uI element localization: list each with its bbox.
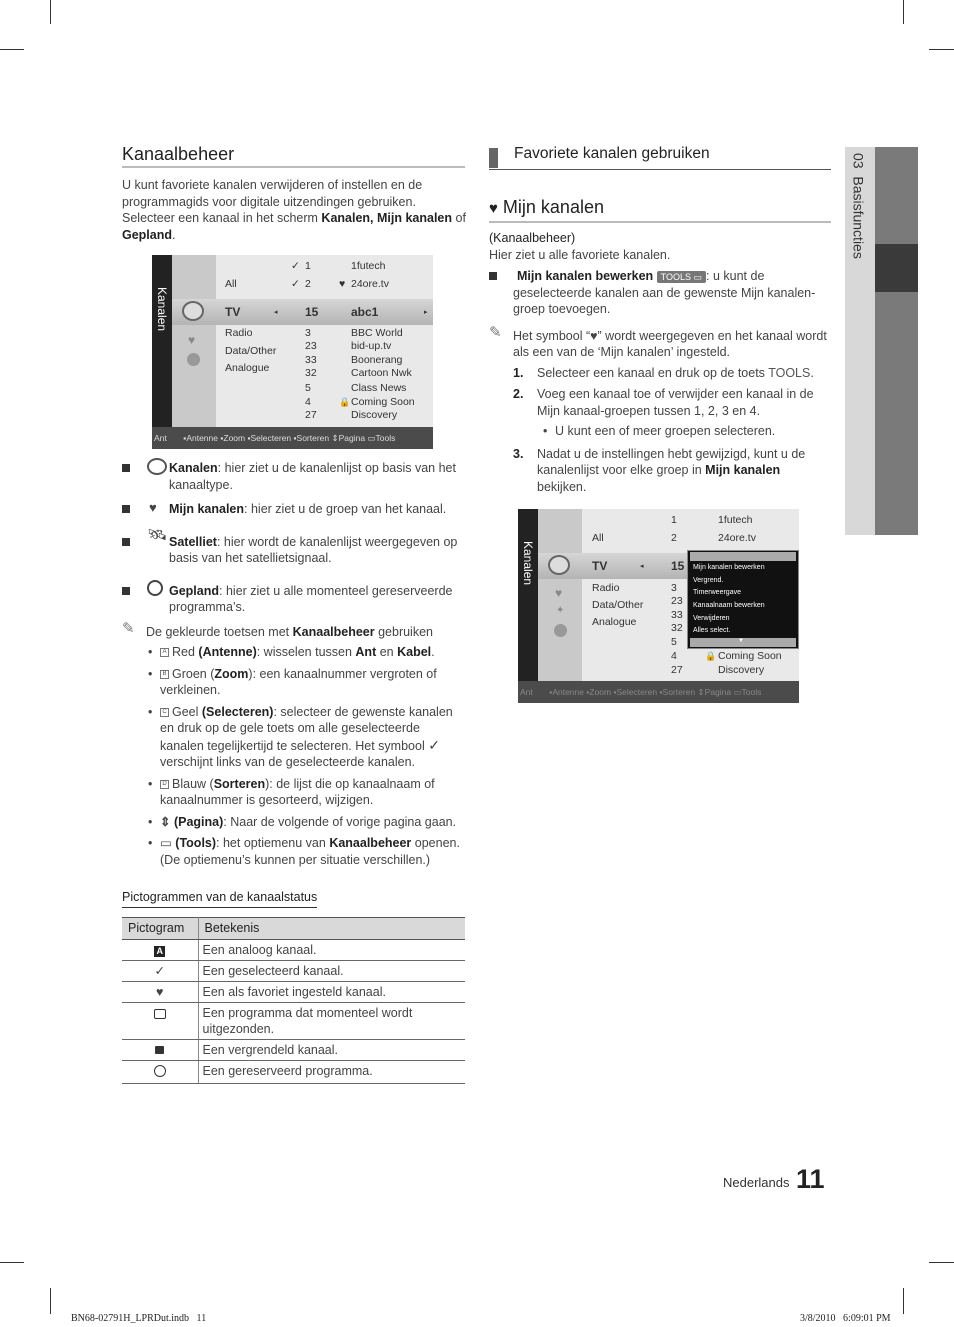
- tv-footer-key-c: ▪: [613, 687, 617, 697]
- page-number: [796, 1163, 825, 1195]
- tv-footer-item: Selecteren: [250, 433, 292, 443]
- list-item-page: [146, 814, 467, 831]
- blue-key-icon: D: [160, 780, 169, 789]
- section-subtitle: Mijn kanalen: [502, 197, 604, 217]
- intro-bold: Kanalen, Mijn kanalen: [321, 211, 453, 225]
- popup-top-bar: [690, 552, 796, 561]
- table-cell: Een analoog kanaal.: [198, 939, 465, 960]
- tv-category: Radio: [225, 327, 253, 339]
- tv-num: 3: [305, 327, 311, 339]
- tools-badge: TOOLS ▭: [657, 271, 706, 283]
- page-updown-icon: ⇕: [160, 814, 171, 829]
- table-cell: Een programma dat momenteel wordt uitgezonden.: [198, 1002, 465, 1039]
- tv-footer-bar: [152, 427, 433, 449]
- tv-category: Data/Other: [592, 599, 644, 611]
- tv-num: 5: [305, 382, 311, 394]
- clock-icon: [554, 624, 567, 637]
- step-bold: Mijn kanalen: [705, 463, 781, 477]
- popup-menu-item[interactable]: Timerweergave: [693, 589, 741, 596]
- lock-icon: 🔒: [705, 651, 717, 661]
- crop-mark: [0, 1262, 24, 1263]
- step-end: bekijken.: [537, 479, 587, 494]
- note-text: Het symbool “♥” wordt weergegeven en het kanaal wordt als een van de ‘Mijn kanalen’ ingesteld.: [513, 328, 827, 359]
- heart-icon: ♥: [339, 278, 346, 290]
- table-title: [122, 889, 317, 908]
- popup-menu-item[interactable]: Mijn kanalen bewerken: [693, 564, 765, 571]
- bullet: [489, 272, 497, 280]
- heart-icon: ♥: [555, 586, 563, 600]
- tv-arrow-left: ◂: [640, 563, 644, 570]
- chapter-number: 03: [850, 153, 867, 169]
- item-bold: (Pagina): [173, 814, 224, 829]
- tv-footer-item: Sorteren: [296, 433, 330, 443]
- status-icon-table: [122, 917, 465, 1084]
- step-text: Voeg een kanaal toe of verwijder een kanaal in de Mijn kanaal-groepen tussen 1, 2, 3 en 4.: [537, 387, 814, 418]
- step-number: 1.: [513, 365, 524, 380]
- right-content: [489, 230, 829, 501]
- tv-channel-name: bid-up.tv: [351, 340, 392, 352]
- heart-icon: ♥: [489, 200, 498, 217]
- item-bold: (Selecteren): [201, 704, 274, 719]
- table-header-cell: Betekenis: [198, 918, 465, 940]
- tv-channel-name: 24ore.tv: [351, 278, 389, 290]
- tv-channel-name-selected: abc1: [351, 305, 379, 319]
- item-text: : hier ziet u de groep van het kanaal.: [244, 502, 447, 516]
- tv-channel-name: 1futech: [718, 514, 753, 526]
- step-3: [489, 446, 829, 496]
- tv-num-selected: 15: [305, 305, 319, 319]
- lock-icon: 🔒: [339, 397, 351, 407]
- item-bold: Gepland: [169, 583, 220, 598]
- pencil-note-icon: ✎: [122, 619, 135, 637]
- footer-language: [723, 1175, 790, 1192]
- item-text: : hier ziet u alle momenteel gereserveerde programma’s.: [169, 583, 453, 614]
- tv-num: 4: [305, 396, 311, 408]
- item-text: : selecteer de gewenste kanalen en druk op de gele toets om alle geselecteerde kanalen tegelijkertijd te selecteren. Het symbool: [160, 704, 453, 753]
- tv-channel-name: Class News: [351, 382, 407, 394]
- table-header-cell: Pictogram: [122, 918, 198, 940]
- table-title-text: Pictogrammen van de kanaalstatus: [122, 890, 318, 904]
- popup-menu-item[interactable]: Alles select.: [693, 627, 731, 634]
- tv-category: Analogue: [225, 362, 270, 374]
- item-text: en: [376, 645, 398, 659]
- item-text: Blauw (: [172, 776, 214, 791]
- table-cell: Een gereserveerd programma.: [198, 1060, 465, 1083]
- intro-text: Hier ziet u alle favoriete kanalen.: [489, 247, 671, 262]
- table-row: [122, 939, 465, 960]
- list-item: [489, 268, 829, 318]
- list-item-yellow: [146, 704, 467, 771]
- yellow-key-icon: C: [160, 708, 169, 717]
- section-title-kanaalbeheer: [122, 146, 465, 168]
- tv-footer-item: Sorteren: [662, 687, 696, 697]
- step-body: [513, 365, 829, 382]
- note-text: gebruiken: [374, 624, 433, 639]
- page-number-text: 11: [796, 1164, 825, 1194]
- tv-category: Data/Other: [225, 345, 277, 357]
- step-text: Selecteer een kanaal en druk op de toets: [537, 365, 769, 380]
- tools-popup-menu[interactable]: [687, 550, 799, 649]
- print-file-text: BN68-02791H_LPRDut.indb 11: [71, 1312, 207, 1324]
- step-2-bullet: [541, 423, 829, 440]
- chapter-tab: [845, 147, 918, 535]
- item-bold: Kanaalbeheer: [329, 836, 412, 850]
- tv-channel-name: Coming Soon: [351, 396, 415, 408]
- crop-mark: [929, 1262, 954, 1263]
- item-text: ): de lijst die op kanaalnaam of kanaalnummer is gesorteerd, wijzigen.: [160, 776, 435, 807]
- satellite-icon: 🛰: [147, 526, 168, 544]
- item-text: Geel: [172, 704, 202, 719]
- tv-footer-item: Tools: [741, 687, 762, 697]
- tv-footer-item: Pagina: [338, 433, 366, 443]
- item-text: verschijnt links van de geselecteerde kanalen.: [160, 755, 416, 769]
- heart-icon: ♥: [188, 333, 196, 347]
- tv-footer-item: Pagina: [704, 687, 732, 697]
- tools-badge-text: TOOLS: [660, 272, 692, 282]
- tv-footer-tools-icon: ▭: [733, 687, 742, 697]
- red-key-icon: A: [160, 648, 169, 657]
- step-text: Nadat u de instellingen hebt gewijzigd, kunt u de kanalenlijst voor elke groep in: [537, 446, 806, 477]
- list-item-blue: [146, 776, 467, 809]
- table-cell: Een als favoriet ingesteld kanaal.: [198, 981, 465, 1002]
- tv-broadcast-icon: [122, 1002, 198, 1039]
- intro-mid: of: [452, 211, 466, 225]
- tv-channel-name: BBC World: [351, 327, 403, 339]
- step-number: 2.: [513, 387, 524, 401]
- popup-menu-item[interactable]: Vergrend.: [693, 577, 724, 584]
- table-row: [122, 1002, 465, 1039]
- tv-footer-key-b: ▪: [220, 433, 224, 443]
- item-text: : hier ziet u de kanalenlijst op basis van het kanaaltype.: [169, 461, 456, 492]
- clock-icon: [122, 1060, 198, 1083]
- tv-footer-tools-icon: ▭: [367, 433, 376, 443]
- footer-language-text: Nederlands: [723, 1175, 790, 1190]
- section-marker: [489, 148, 498, 168]
- check-icon: ✓: [291, 278, 300, 290]
- tv-screen-channels: [152, 255, 433, 449]
- item-bold: Ant: [355, 645, 377, 659]
- tv-num: 23: [305, 340, 317, 352]
- tv-category: Radio: [592, 582, 620, 594]
- bullet: [122, 464, 130, 472]
- tv-num: 33: [671, 609, 683, 621]
- heart-icon: ♥: [122, 981, 198, 1002]
- tv-footer-key-d: ▪: [293, 433, 297, 443]
- bullet: [122, 538, 130, 546]
- print-file-info: [66, 1294, 206, 1327]
- color-keys-list: [122, 644, 467, 868]
- table-cell: Een vergrendeld kanaal.: [198, 1039, 465, 1060]
- icon-description-list: [122, 460, 467, 873]
- tv-channel-name: Boonerang: [351, 354, 403, 366]
- table-row: [122, 960, 465, 981]
- tv-channel-name: Cartoon Nwk: [351, 367, 412, 379]
- tv-num: 33: [305, 354, 317, 366]
- print-date-text: 3/8/2010 6:09:01 PM: [800, 1312, 891, 1324]
- popup-menu-item[interactable]: Verwijderen: [693, 615, 730, 622]
- tv-num: 5: [671, 636, 677, 648]
- crop-mark: [50, 1288, 51, 1314]
- tv-side-bar: [152, 255, 172, 449]
- bullet: [122, 505, 130, 513]
- table-cell: Een geselecteerd kanaal.: [198, 960, 465, 981]
- tv-category: All: [225, 278, 237, 290]
- tv-footer-page-icon: ⇕: [697, 687, 705, 697]
- intro-text: U kunt favoriete kanalen verwijderen of instellen en de programmagids voor digitale uitzendingen gebruiken. Selecteer een kanaal in het scherm: [122, 178, 423, 225]
- print-date-info: [795, 1294, 891, 1327]
- chapter-tab-dark: [875, 147, 918, 535]
- satellite-icon: ✦: [556, 605, 565, 616]
- satellite-dish-icon: [182, 301, 204, 321]
- tv-footer-page-icon: ⇕: [331, 433, 339, 443]
- crop-mark: [903, 0, 904, 24]
- crop-mark: [903, 1288, 904, 1314]
- tv-channel-name: 24ore.tv: [718, 532, 756, 544]
- note-line: [122, 619, 467, 641]
- tv-arrow-right: ▸: [424, 309, 428, 316]
- chapter-tab-marker: [875, 244, 918, 292]
- tv-num: 4: [671, 650, 677, 662]
- green-key-icon: B: [160, 670, 169, 679]
- tv-highlight-row: [172, 299, 433, 325]
- step-1: [489, 365, 829, 382]
- step-2: [489, 386, 829, 419]
- tv-footer-key-d: ▪: [659, 687, 663, 697]
- item-text: Red: [172, 645, 199, 659]
- clock-icon: [147, 580, 163, 596]
- list-item: [122, 583, 467, 616]
- step-end: .: [810, 365, 814, 380]
- satellite-dish-icon: [548, 555, 570, 575]
- bullet-text: U kunt een of meer groepen selecteren.: [555, 424, 776, 438]
- check-icon: ✓: [122, 960, 198, 981]
- tv-num: 3: [671, 582, 677, 594]
- table-row: [122, 1060, 465, 1083]
- tv-footer-ant: Ant: [520, 687, 533, 697]
- check-icon: ✓: [428, 736, 440, 753]
- note-bold: Kanaalbeheer: [292, 624, 375, 639]
- crop-mark: [50, 0, 51, 24]
- note-text: De gekleurde toetsen met: [146, 624, 293, 639]
- item-text: .: [431, 645, 435, 659]
- tv-channel-name: Discovery: [351, 409, 398, 421]
- list-item: [122, 501, 467, 518]
- tv-footer-item: Antenne: [186, 433, 218, 443]
- step-number: 3.: [513, 446, 524, 461]
- lock-icon: [122, 1039, 198, 1060]
- tv-side-label: Kanalen: [155, 287, 169, 332]
- satellite-dish-icon: [147, 458, 167, 475]
- tv-footer-key-c: ▪: [247, 433, 251, 443]
- list-item-red: [146, 644, 467, 661]
- tv-footer-item: Zoom: [589, 687, 612, 697]
- tv-category: All: [592, 532, 604, 544]
- page-title: Kanaalbeheer: [122, 144, 235, 164]
- item-text: : u kunt de geselecteerde kanalen aan de gewenste Mijn kanalen-groep toevoegen.: [513, 269, 816, 316]
- section-banner: [489, 146, 831, 170]
- tv-channel-name: Coming Soon: [718, 650, 782, 662]
- item-text: : het optiemenu van: [216, 836, 330, 850]
- step-body: [513, 446, 829, 496]
- table-row: [122, 1039, 465, 1060]
- section-title: Favoriete kanalen gebruiken: [514, 145, 710, 162]
- popup-menu-item[interactable]: Kanaalnaam bewerken: [693, 602, 765, 609]
- list-item: [122, 526, 467, 567]
- tv-arrow-left: ◂: [274, 309, 278, 316]
- tv-category-selected: TV: [225, 305, 241, 319]
- clock-icon: [187, 353, 200, 366]
- tv-num: 1: [305, 260, 311, 272]
- item-bold: Kabel: [397, 645, 432, 659]
- item-text: : Naar de volgende of vorige pagina gaan.: [223, 814, 457, 829]
- item-bold: Sorteren: [213, 776, 266, 791]
- analog-icon: A: [122, 939, 198, 960]
- item-text: Groen (: [172, 666, 215, 681]
- sub-label: (Kanaalbeheer): [489, 231, 576, 245]
- intro-end: .: [172, 227, 176, 242]
- tv-num: 1: [671, 514, 677, 526]
- item-text: : wisselen tussen: [256, 645, 356, 659]
- tv-footer-item: Antenne: [552, 687, 584, 697]
- list-item: [122, 460, 467, 493]
- mijn-kanalen-header: [489, 199, 831, 223]
- heart-icon: ♥: [149, 500, 157, 515]
- chapter-label: Basisfuncties: [850, 176, 867, 259]
- tv-num: 32: [671, 622, 683, 634]
- tv-num: 27: [671, 664, 683, 676]
- table-header-row: [122, 918, 465, 940]
- tools-icon: ▭: [160, 836, 172, 850]
- intro-paragraph: [122, 177, 467, 243]
- tv-footer-bar: [518, 681, 799, 703]
- chevron-down-icon: ▼: [738, 638, 744, 644]
- item-bold: Zoom: [214, 666, 249, 681]
- tv-side-label: Kanalen: [521, 541, 535, 586]
- tv-side-bar: [518, 509, 538, 703]
- chapter-tab-text: [850, 153, 867, 259]
- tv-channel-name: 1futech: [351, 260, 386, 272]
- item-bold: Mijn kanalen: [169, 502, 245, 516]
- item-bold: Kanalen: [169, 461, 218, 475]
- intro-bold2: Gepland: [122, 227, 173, 242]
- tv-num: 23: [671, 595, 683, 607]
- tv-num: 2: [305, 278, 311, 290]
- item-bold: Satelliet: [169, 534, 217, 549]
- item-bold: (Tools): [175, 836, 217, 850]
- tv-footer-key-a: ▪: [549, 687, 553, 697]
- bullet: [122, 587, 130, 595]
- tv-num: 27: [305, 409, 317, 421]
- tv-footer-item: Tools: [375, 433, 396, 443]
- tv-footer-key-b: ▪: [586, 687, 590, 697]
- tv-footer-key-a: ▪: [183, 433, 187, 443]
- note-line: [489, 323, 829, 361]
- tv-footer-ant: Ant: [154, 433, 167, 443]
- crop-mark: [0, 49, 24, 50]
- tv-footer-item: Selecteren: [616, 687, 658, 697]
- tv-category: Analogue: [592, 616, 637, 628]
- pencil-note-icon: ✎: [489, 323, 502, 341]
- tv-channel-name: Discovery: [718, 664, 765, 676]
- check-icon: ✓: [291, 260, 300, 272]
- tv-footer-item: Zoom: [223, 433, 246, 443]
- crop-mark: [929, 49, 954, 50]
- tv-screen-my-channels: [518, 509, 799, 703]
- step-bold: TOOLS: [768, 365, 811, 380]
- item-text: : hier wordt de kanalenlijst weergegeven op basis van het satellietsignaal.: [169, 534, 458, 565]
- table-row: [122, 981, 465, 1002]
- item-bold: (Antenne): [198, 645, 257, 659]
- tv-num: 2: [671, 532, 677, 544]
- item-bold: Mijn kanalen bewerken: [517, 269, 654, 283]
- tv-num-selected: 15: [671, 559, 685, 573]
- list-item-green: [146, 666, 467, 699]
- item-text: openen. (De optiemenu’s kunnen per situatie verschillen.): [160, 836, 460, 867]
- item-text: ): een kanaalnummer vergroten of verkleinen.: [160, 666, 437, 697]
- tv-category-selected: TV: [592, 559, 608, 573]
- list-item-tools: [146, 835, 467, 868]
- tv-num: 32: [305, 367, 317, 379]
